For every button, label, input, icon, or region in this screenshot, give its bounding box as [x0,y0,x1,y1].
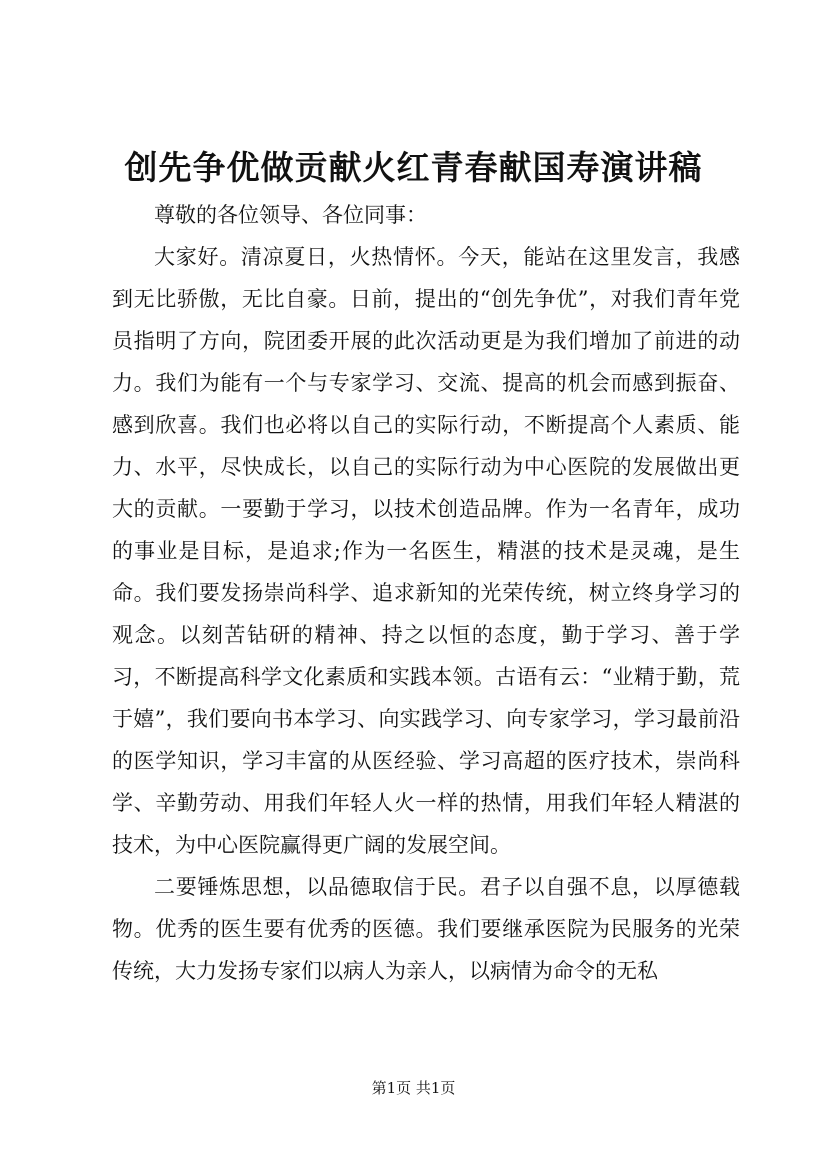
document-title: 创先争优做贡献火红青春献国寿演讲稿 [124,148,703,187]
page-footer: 第1页 共1页 [371,1079,456,1097]
salutation-paragraph: 尊敬的各位领导、各位同事： [154,203,427,227]
body-paragraph-2: 二要锤炼思想，以品德取信于民。君子以自强不息，以厚德载物。优秀的医生要有优秀的医德。我们要继承医院为民服务的光荣传统，大力发扬专家们以病人为亲人，以病情为命令的无私 [112,875,740,983]
body-paragraph-1: 大家好。清凉夏日，火热情怀。今天，能站在这里发言，我感到无比骄傲，无比自豪。日前，提出的“创先争优”，对我们青年党员指明了方向，院团委开展的此次活动更是为我们增加了前进的动力。我们为能有一个与专家学习、交流、提高的机会而感到振奋、感到欣喜。我们也必将以自己的实际行动，不断提高个人素质、能力、水平，尽快成长，以自己的实际行动为中心医院的发展做出更大的贡献。一要勤于学习，以技术创造品牌。作为一名青年，成功的事业是目标，是追求;作为一名医生，精湛的技术是灵魂，是生命。我们要发扬崇尚科学、追求新知的光荣传统，树立终身学习的观念。以刻苦钻研的精神、持之以恒的态度，勤于学习、善于学习，不断提高科学文化素质和实践本领。古语有云：“业精于勤，荒于嬉”，我们要向书本学习、向实践学习、向专家学习，学习最前沿的医学知识，学习丰富的从医经验、学习高超的医疗技术，崇尚科学、辛勤劳动、用我们年轻人火一样的热情，用我们年轻人精湛的技术，为中心医院赢得更广阔的发展空间。 [112,245,740,857]
document-body [112,194,740,992]
